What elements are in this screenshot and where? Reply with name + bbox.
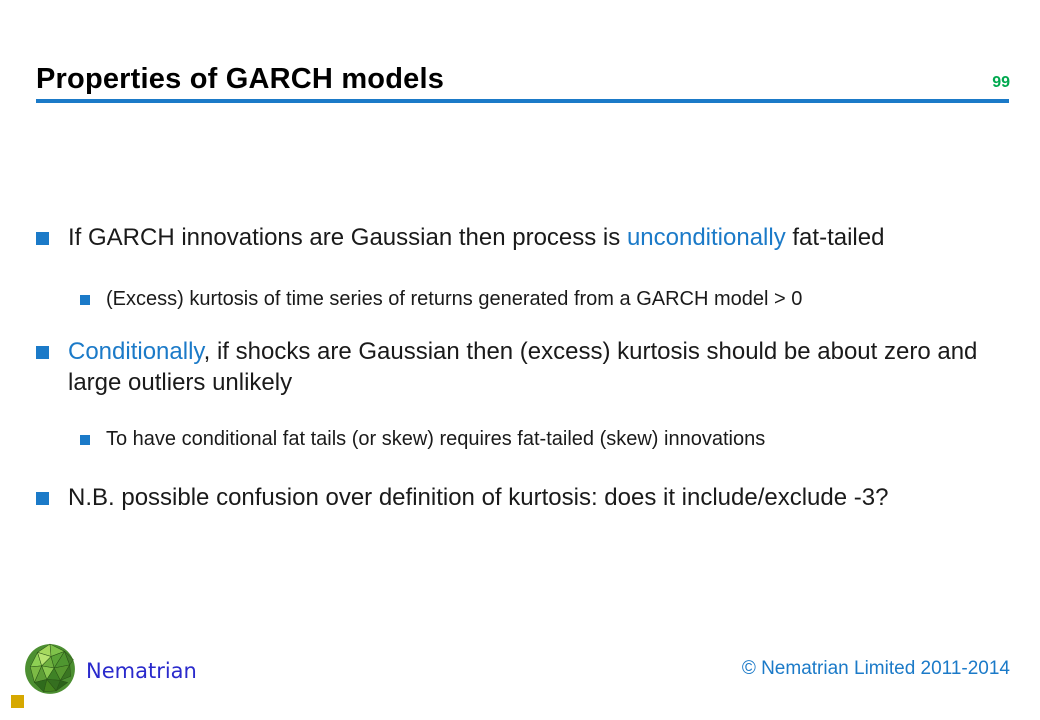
sub-bullet-text — [106, 426, 765, 452]
text-segment-accent: unconditionally — [626, 224, 786, 251]
square-bullet-icon — [80, 435, 90, 445]
sub-bullet-item — [80, 426, 765, 452]
bullet-item — [36, 482, 888, 513]
sub-bullet-item — [80, 286, 802, 312]
title-divider — [36, 99, 1009, 103]
bullet-item — [36, 222, 884, 253]
brand-block — [24, 642, 197, 696]
text-segment-accent: Conditionally — [68, 338, 204, 365]
text-segment: fat-tailed — [785, 224, 885, 251]
square-bullet-icon — [36, 346, 49, 359]
square-bullet-icon — [80, 295, 90, 305]
square-bullet-icon — [36, 492, 49, 505]
brand-name: Nematrian — [86, 659, 197, 683]
bullet-text — [68, 222, 884, 253]
page-number: 99 — [992, 74, 1010, 91]
sub-bullet-text — [106, 286, 802, 312]
text-segment: To have conditional fat tails (or skew) requires fat-tailed (skew) innovations — [106, 428, 766, 450]
text-segment: If GARCH innovations are Gaussian then process is — [68, 224, 627, 251]
square-bullet-icon — [36, 232, 49, 245]
slide-header — [36, 56, 1010, 96]
bullet-text — [68, 482, 888, 513]
bullet-text — [68, 336, 980, 398]
copyright-text: © Nematrian Limited 2011-2014 — [741, 658, 1010, 679]
text-segment: , if shocks are Gaussian then (excess) kurtosis should be about zero and large outliers unlikely — [68, 338, 978, 396]
page-title: Properties of GARCH models — [36, 63, 445, 95]
text-segment: (Excess) kurtosis of time series of returns generated from a GARCH model > 0 — [106, 288, 803, 310]
yellow-marker-square — [11, 695, 24, 708]
text-segment: N.B. possible confusion over definition of kurtosis: does it include/exclude -3? — [68, 484, 889, 511]
bullet-item — [36, 336, 980, 398]
nematrian-polyhedron-logo-icon — [24, 642, 76, 696]
